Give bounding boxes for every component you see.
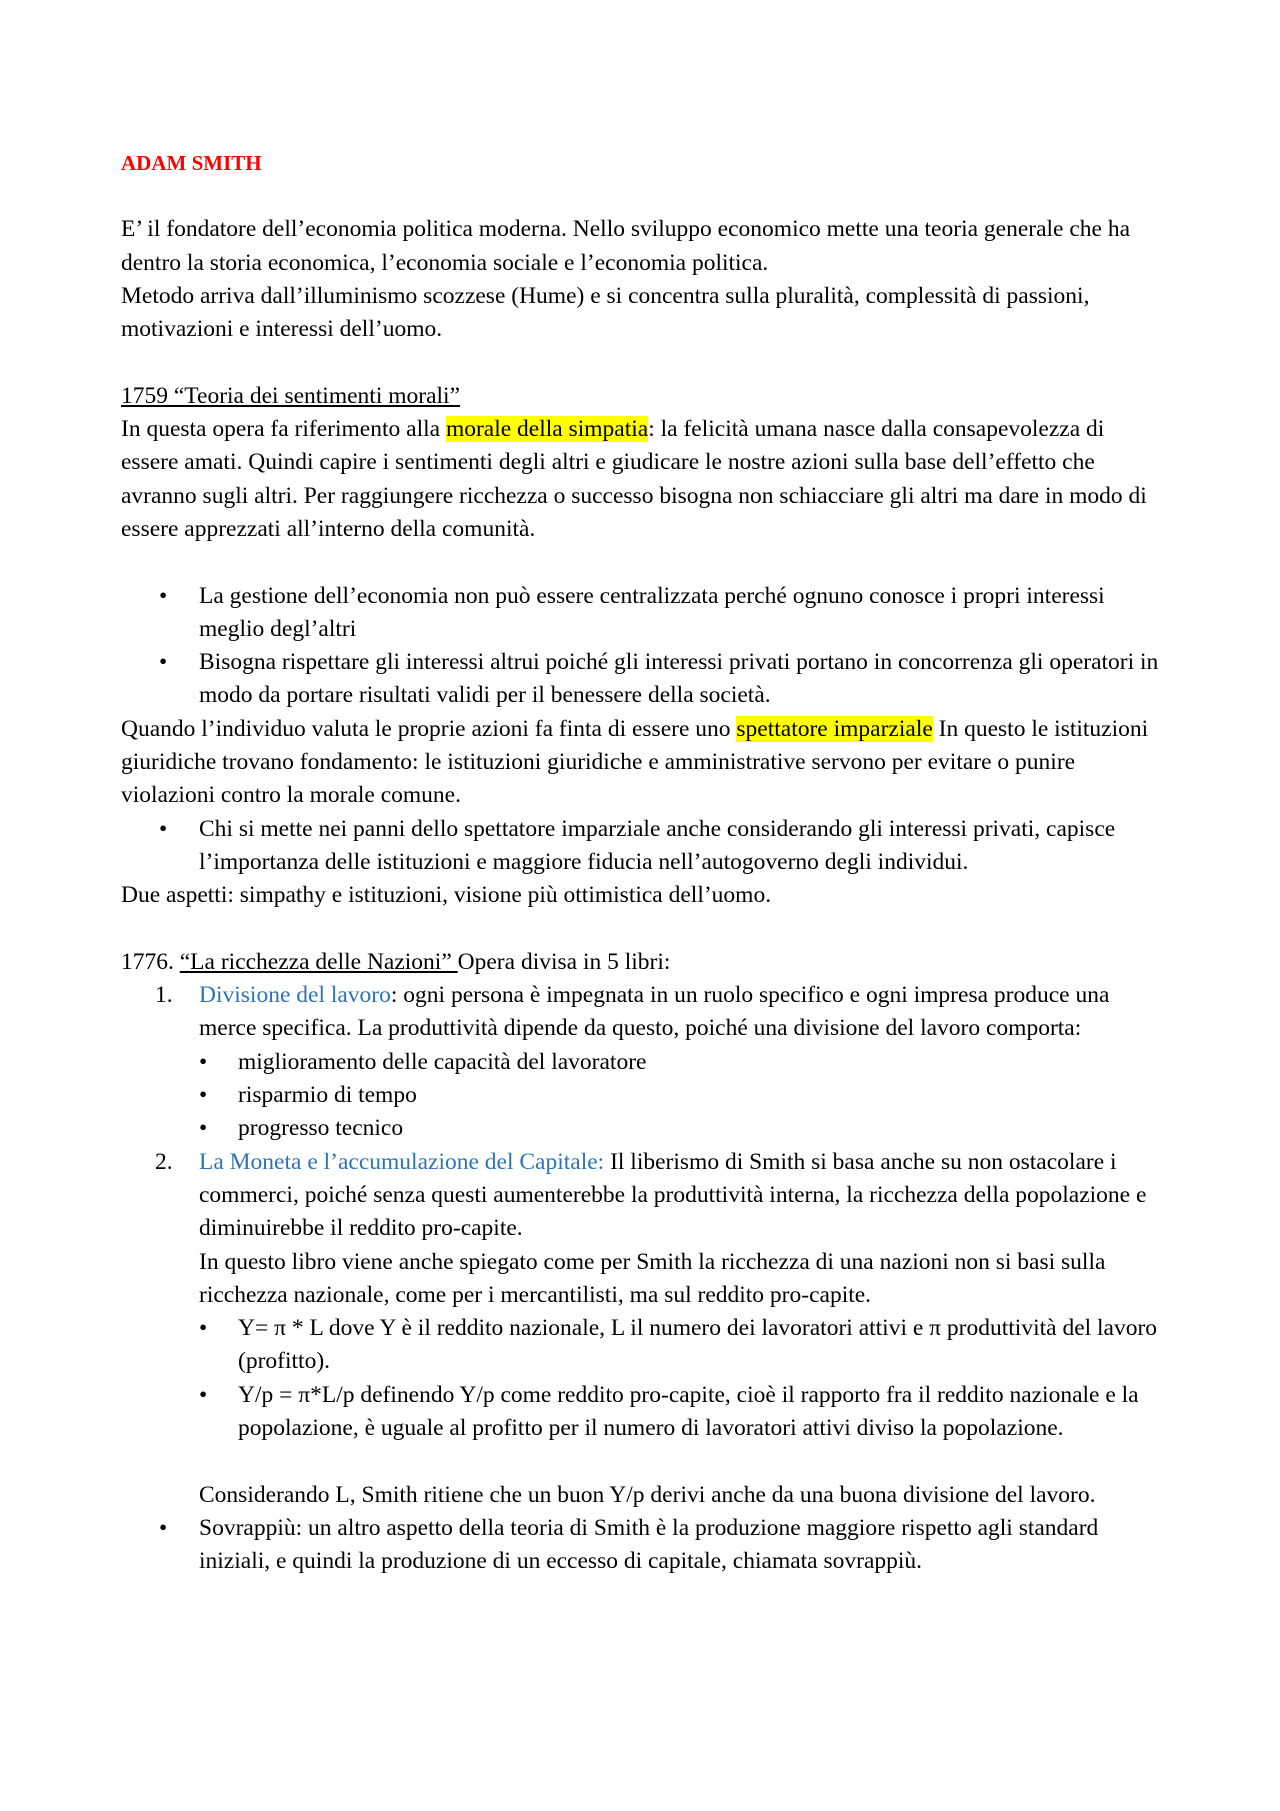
sub-item-text: progresso tecnico bbox=[238, 1115, 404, 1142]
list-item bbox=[121, 646, 1166, 713]
bullet-text: Chi si mette nei panni dello spettatore imparziale anche considerando gli interessi privati, capisce l’importanza delle istituzioni e maggiore fiducia nell’autogoverno degli individui. bbox=[199, 815, 1116, 875]
bullet-marker: • bbox=[159, 649, 168, 676]
bullet-text: La gestione dell’economia non può essere centralizzata perché ognuno conosce i propri interessi meglio degl’altri bbox=[199, 582, 1105, 642]
bullet-marker: • bbox=[159, 815, 168, 842]
bullet-marker: • bbox=[199, 1115, 208, 1142]
sub-list-item bbox=[121, 1046, 1166, 1079]
section1-heading: 1759 “Teoria dei sentimenti morali” bbox=[121, 382, 460, 409]
numbered-item-1 bbox=[121, 979, 1166, 1046]
sub-item-text: miglioramento delle capacità del lavoratore bbox=[238, 1048, 647, 1075]
sub-item-text: risparmio di tempo bbox=[238, 1082, 417, 1109]
sub-list-item bbox=[121, 1379, 1166, 1446]
section2-title: “La ricchezza delle Nazioni” bbox=[179, 948, 458, 975]
spacer bbox=[121, 546, 1166, 579]
bullet-text: Bisogna rispettare gli interessi altrui poiché gli interessi privati portano in concorrenza gli operatori in modo da portare risultati validi per il benessere della società. bbox=[199, 649, 1159, 709]
highlight-morale-simpatia: morale della simpatia bbox=[445, 416, 649, 443]
spacer bbox=[121, 1445, 1166, 1478]
bullet-marker: • bbox=[199, 1082, 208, 1109]
bullet-marker: • bbox=[199, 1381, 208, 1408]
sub-list-item bbox=[121, 1312, 1166, 1379]
sub-item-text: Y/p = π*L/p definendo Y/p come reddito pro-capite, cioè il rapporto fra il reddito nazionale e la popolazione, è uguale al profitto per il numero di lavoratori attivi diviso la popolazione. bbox=[238, 1381, 1139, 1441]
sub-list-item bbox=[121, 1112, 1166, 1145]
bullet-marker: • bbox=[199, 1048, 208, 1075]
sub-item-text: Y= π * L dove Y è il reddito nazionale, L il numero dei lavoratori attivi e π produttività del lavoro (profitto). bbox=[238, 1315, 1158, 1375]
highlight-spettatore-imparziale: spettatore imparziale bbox=[736, 715, 933, 742]
sub-list-item bbox=[121, 1079, 1166, 1112]
bullet-marker: • bbox=[159, 1514, 168, 1541]
list-item bbox=[121, 813, 1166, 880]
section2-heading-after: Opera divisa in 5 libri: bbox=[457, 948, 671, 975]
section2-heading bbox=[121, 946, 1166, 979]
document-body bbox=[121, 147, 1166, 1578]
item-text: : ogni persona è impegnata in un ruolo specifico e ogni impresa produce una merce specifica. La produttività dipende da questo, poiché una divisione del lavoro comporta: bbox=[199, 982, 1110, 1042]
section1-text2-before: Quando l’individuo valuta le proprie azioni fa finta di essere uno bbox=[121, 715, 737, 742]
spacer bbox=[121, 180, 1166, 213]
section1-text-before: In questa opera fa riferimento alla bbox=[121, 416, 446, 443]
spacer bbox=[121, 346, 1166, 379]
section2-year: 1776. bbox=[121, 948, 180, 975]
item-number: 2. bbox=[155, 1148, 173, 1175]
numbered-item-2 bbox=[121, 1146, 1166, 1246]
item-label: La Moneta e l’accumulazione del Capitale: bbox=[199, 1148, 605, 1175]
section1-paragraph bbox=[121, 413, 1166, 546]
document-title: ADAM SMITH bbox=[121, 151, 262, 175]
intro-paragraph-2: Metodo arriva dall’illuminismo scozzese (Hume) e si concentra sulla pluralità, complessità di passioni, motivazioni e interessi dell’uomo. bbox=[121, 282, 1090, 343]
list-item bbox=[121, 580, 1166, 647]
intro-paragraph-1: E’ il fondatore dell’economia politica moderna. Nello sviluppo economico mette una teoria generale che ha dentro la storia economica, l’economia sociale e l’economia politica. bbox=[121, 216, 1131, 276]
bullet-text: Sovrappiù: un altro aspetto della teoria di Smith è la produzione maggiore rispetto agli standard iniziali, e quindi la produzione di un eccesso di capitale, chiamata sovrappiù. bbox=[199, 1514, 1099, 1575]
section1-closing: Due aspetti: simpathy e istituzioni, visione più ottimistica dell’uomo. bbox=[121, 882, 772, 909]
section1-text2-after: In questo le istituzioni giuridiche trovano fondamento: le istituzioni giuridiche e amministrative servono per evitare o punire violazioni contro la morale comune. bbox=[121, 715, 1149, 809]
item-number: 1. bbox=[155, 982, 173, 1009]
item-label: Divisione del lavoro bbox=[199, 982, 391, 1009]
item-text: Il liberismo di Smith si basa anche su non ostacolare i commerci, poiché senza questi aumenterebbe la produttività interna, la ricchezza della popolazione e diminuirebbe il reddito pro-capite. bbox=[199, 1148, 1147, 1242]
spacer bbox=[121, 913, 1166, 946]
section1-paragraph-2 bbox=[121, 713, 1166, 813]
item-2-conclusion: Considerando L, Smith ritiene che un buon Y/p derivi anche da una buona divisione del lavoro. bbox=[199, 1481, 1096, 1508]
list-item bbox=[121, 1512, 1166, 1579]
item-2-paragraph: In questo libro viene anche spiegato come per Smith la ricchezza di una nazioni non si basi sulla ricchezza nazionale, come per i mercantilisti, ma sul reddito pro-capite. bbox=[199, 1248, 1106, 1308]
section1-text-after: : la felicità umana nasce dalla consapevolezza di essere amati. Quindi capire i sentimenti degli altri e giudicare le nostre azioni sulla base dell’effetto che avranno sugli altri. Per raggiungere ricchezza o successo bisogna non schiacciare gli altri ma dare in modo di essere apprezzati all’interno della comunità. bbox=[121, 416, 1147, 542]
bullet-marker: • bbox=[159, 582, 168, 609]
bullet-marker: • bbox=[199, 1315, 208, 1342]
